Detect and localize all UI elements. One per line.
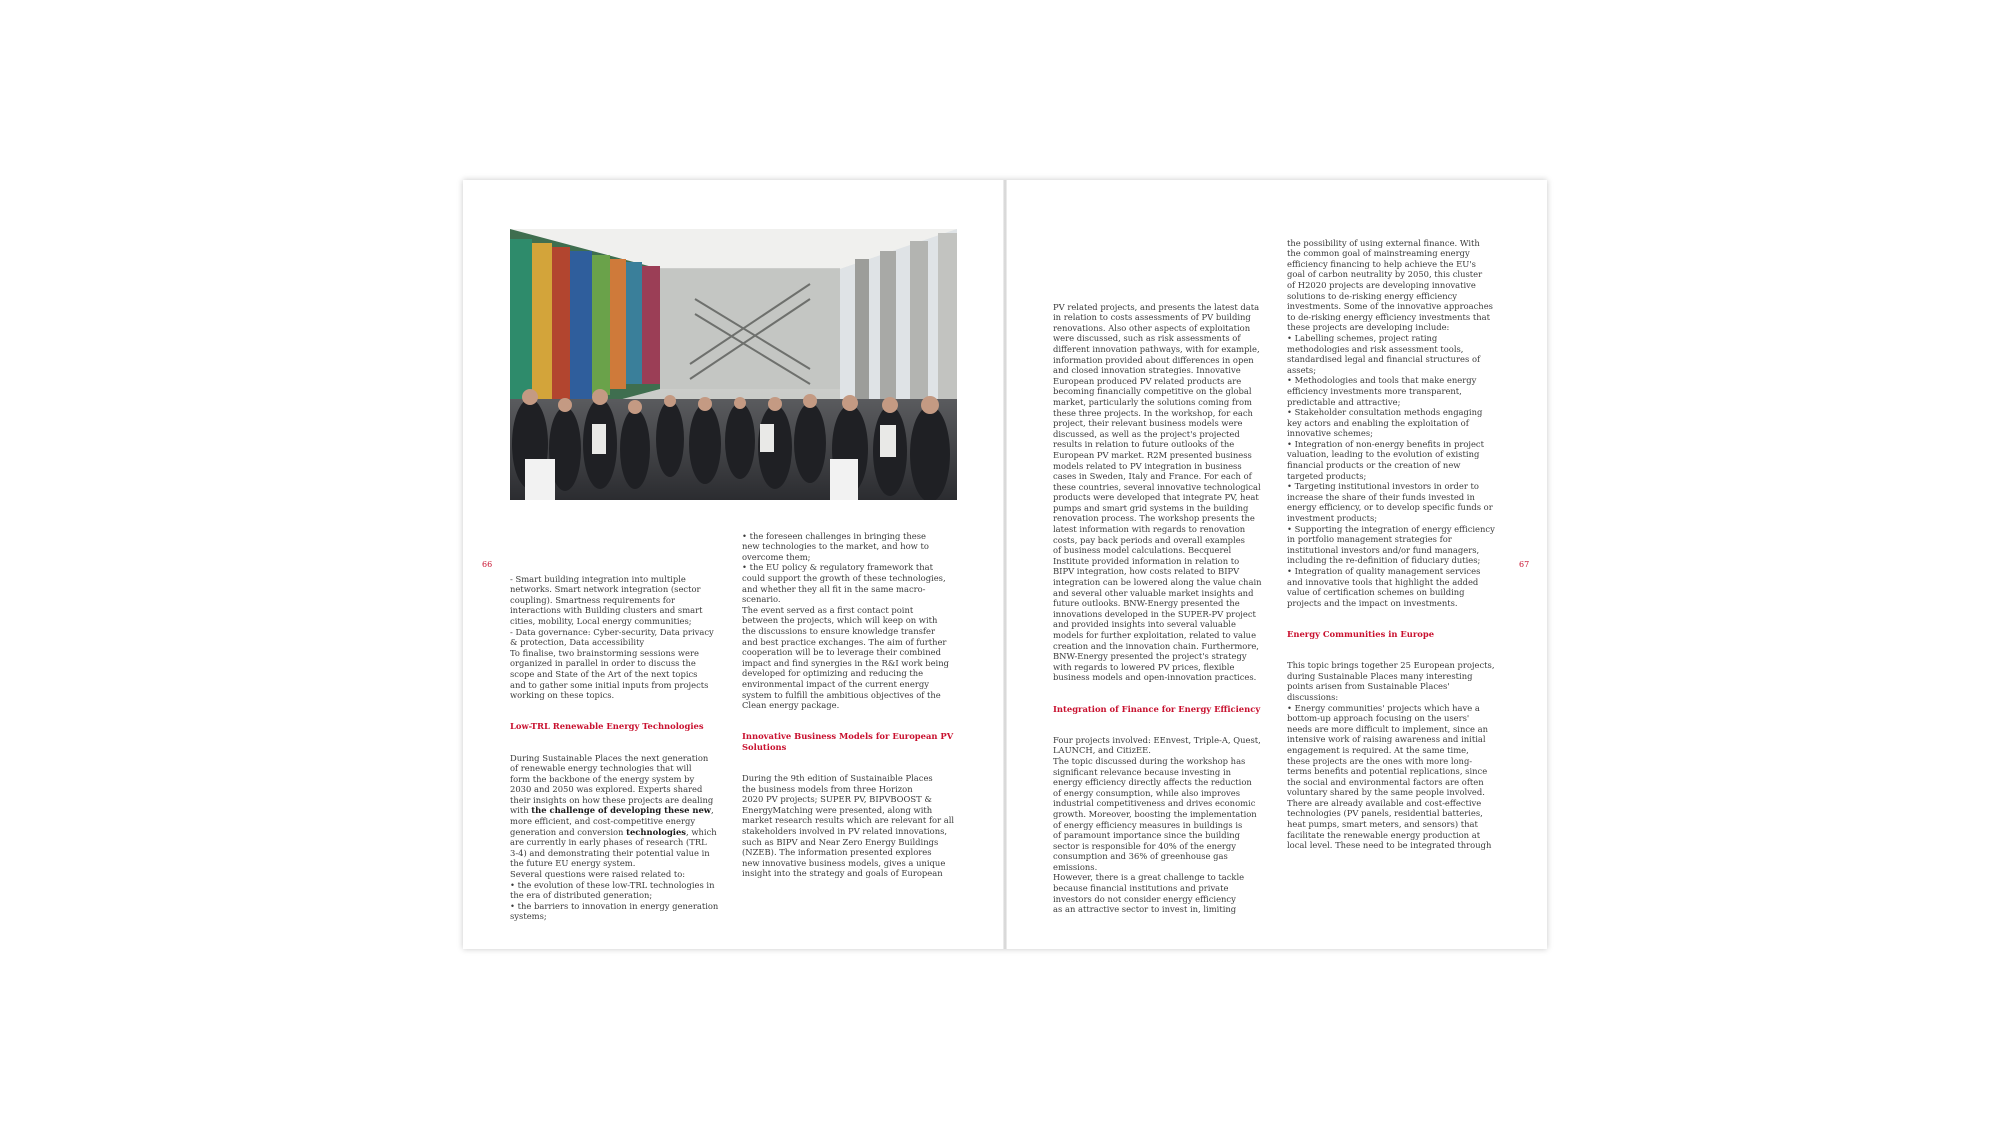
page-number-left: 66 bbox=[482, 560, 493, 569]
right-column-2 bbox=[1287, 227, 1507, 861]
paragraph: During Sustainable Places the next generation of renewable energy technologies that will form the backbone of the energy system by 2030 and 2050 was explored. Experts shared their insights on how these projects are dealing with the challenge of developing these new, more efficient, and cost-competitive energy generation and conversion technologies, which are currently in early phases of research (TRL 3-4) and demonstrating their potential value in the future EU energy system. Several questions were raised related to: • the evolution of these low-TRL technologies in the era of distributed generation; • the barriers to innovation in energy generation systems; bbox=[510, 752, 719, 922]
left-page bbox=[463, 180, 1004, 949]
conference-photo bbox=[510, 229, 957, 500]
section-heading: Integration of Finance for Energy Efficiency bbox=[1053, 703, 1261, 714]
left-column-2 bbox=[742, 520, 962, 890]
left-column-1 bbox=[510, 563, 730, 933]
section-heading: Energy Communities in Europe bbox=[1287, 628, 1435, 639]
right-column-1 bbox=[1053, 291, 1273, 925]
paragraph: Four projects involved: EEnvest, Triple-A, Quest, LAUNCH, and CitizEE. The topic discussed during the workshop has significant relevance because investing in energy efficiency directly affects the reduction of energy consumption, while also improves industrial competitiveness and drives economic growth. Moreover, boosting the implementation of energy efficiency measures in buildings is of paramount importance since the building sector is responsible for 40% of the energy consumption and 36% of greenhouse gas emissions. However, there is a great challenge to tackle because financial institutions and private investors do not consider energy efficiency as an attractive sector to invest in, limiting bbox=[1053, 734, 1261, 915]
section-heading: Low-TRL Renewable Energy Technologies bbox=[510, 721, 704, 732]
right-page bbox=[1005, 180, 1546, 949]
paragraph: • the foreseen challenges in bringing these new technologies to the market, and how to overcome them; • the EU policy & regulatory framework that could support the growth of these technologies, and whether they all fit in the same macro- scenario. The event served as a first contact point between the projects, which will keep on with the discussions to ensure knowledge transfer and best practice exchanges. The aim of further cooperation will be to leverage their combined impact and find synergies in the R&I work being developed for optimizing and reducing the environmental impact of the current energy system to fulfill the ambitious objectives of the Clean energy package. bbox=[742, 530, 949, 711]
page-number-right: 67 bbox=[1519, 560, 1530, 569]
paragraph: During the 9th edition of Sustainaible Places the business models from three Horizon 2020 PV projects; SUPER PV, BIPVBOOST & EnergyMatching were presented, along with market research results which are relevant for all stakeholders involved in PV related innovations, such as BIPV and Near Zero Energy Buildings (NZEB). The information presented explores new innovative business models, gives a unique insight into the strategy and goals of European bbox=[742, 773, 955, 879]
paragraph: PV related projects, and presents the latest data in relation to costs assessments of PV building renovations. Also other aspects of exploitation were discussed, such as risk assessments of different innovation pathways, with for example, information provided about differences in open and closed innovation strategies. Innovative European produced PV related products are becoming financially competitive on the global market, particularly the solutions coming from these three projects. In the workshop, for each project, their relevant business models were discussed, as well as the project's projected results in relation to future outlooks of the European PV market. R2M presented business models related to PV integration in business cases in Sweden, Italy and France. For each of these countries, several innovative technological products were developed that integrate PV, heat pumps and smart grid systems in the building renovation process. The workshop presents the latest information with regards to renovation costs, pay back periods and overall examples of business model calculations. Becquerel Institute provided information in relation to BIPV integration, how costs related to BIPV integration can be lowered along the value chain and several other valuable market insights and future outlooks. BNW-Energy presented the innovations developed in the SUPER-PV project and provided insights into several valuable models for further exploitation, related to value creation and the innovation chain. Furthermore, BNW-Energy presented the project's strategy with regards to lowered PV prices, flexible business models and open-innovation practices. bbox=[1053, 301, 1262, 683]
paragraph: This topic brings together 25 European projects, during Sustainable Places many interesting points arisen from Sustainable Places' discussions: • Energy communities' projects which have a bottom-up approach focusing on the users' needs are more difficult to implement, since an intensive work of raising awareness and initial engagement is required. At the same time, these projects are the ones with more long- terms benefits and potential replications, since the social and environmental factors are often voluntary shared by the same people involved. There are already available and cost-effective technologies (PV panels, residential batteries, heat pumps, smart meters, and sensors) that facilitate the renewable energy production at local level. These need to be integrated through bbox=[1287, 660, 1495, 851]
paragraph: - Smart building integration into multiple networks. Smart network integration (sector coupling). Smartness requirements for interactions with Building clusters and smart cities, mobility, Local energy communities; - Data governance: Cyber-security, Data privacy & protection, Data accessibility To finalise, two brainstorming sessions were organized in parallel in order to discuss the scope and State of the Art of the next topics and to gather some initial inputs from projects working on these topics. bbox=[510, 573, 714, 701]
section-heading: Innovative Business Models for European PV Solutions bbox=[742, 731, 954, 752]
magazine-spread bbox=[463, 180, 1547, 949]
paragraph: the possibility of using external finance. With the common goal of mainstreaming energy efficiency financing to help achieve the EU's goal of carbon neutrality by 2050, this cluster of H2020 projects are developing innovative solutions to de-risking energy efficiency investments. Some of the innovative approaches to de-risking energy efficiency investments that these projects are developing include: • Labelling schemes, project rating methodologies and risk assessment tools, standardised legal and financial structures of assets; • Methodologies and tools that make energy efficiency investments more transparent, predictable and attractive; • Stakeholder consultation methods engaging key actors and enabling the exploitation of innovative schemes; • Integration of non-energy benefits in project valuation, leading to the evolution of existing financial products or the creation of new targeted products; • Targeting institutional investors in order to increase the share of their funds invested in energy efficiency, or to develop specific funds or investment products; • Supporting the integration of energy efficiency in portfolio management strategies for institutional investors and/or fund managers, including the re-definition of fiduciary duties; • Integration of quality management services and innovative tools that highlight the added value of certification schemes on building projects and the impact on investments. bbox=[1287, 237, 1495, 608]
